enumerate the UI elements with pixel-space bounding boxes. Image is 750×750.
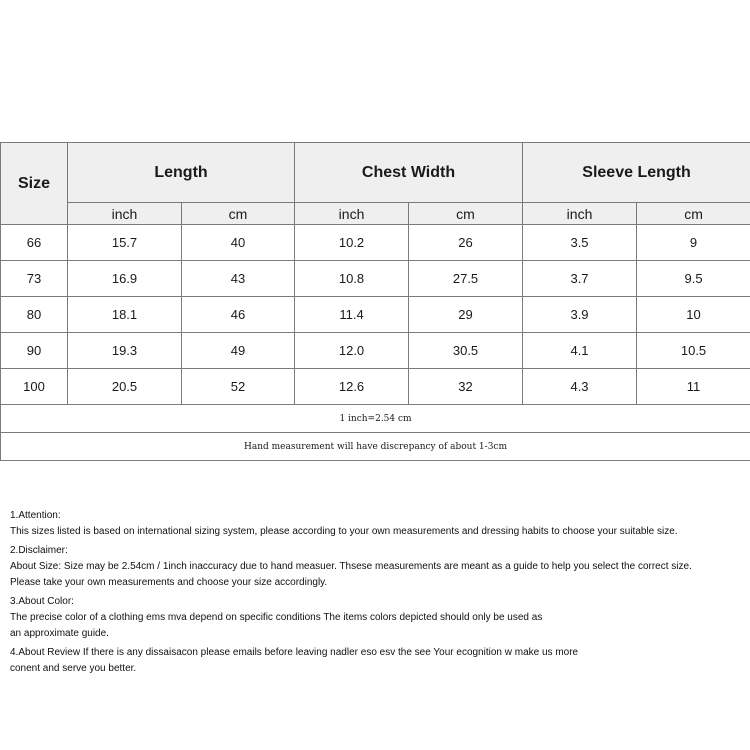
table-cell: 49 <box>182 333 295 369</box>
table-cell: 80 <box>1 297 68 333</box>
table-cell: 10.5 <box>637 333 750 369</box>
table-cell: 66 <box>1 225 68 261</box>
unit-cell: inch <box>523 203 637 225</box>
table-cell: 52 <box>182 369 295 405</box>
attention-note <box>10 508 745 540</box>
table-cell: 32 <box>409 369 523 405</box>
table-row <box>1 333 750 369</box>
table-cell: 100 <box>1 369 68 405</box>
table-cell: 16.9 <box>68 261 182 297</box>
unit-cell: cm <box>409 203 523 225</box>
header-sleeve-length: Sleeve Length <box>523 143 750 203</box>
table-cell: 9 <box>637 225 750 261</box>
table-row <box>1 369 750 405</box>
header-length: Length <box>68 143 295 203</box>
table-cell: 12.6 <box>295 369 409 405</box>
note-title: 3.About Color: <box>10 596 74 607</box>
unit-cell: cm <box>182 203 295 225</box>
header-row <box>1 143 750 203</box>
conversion-note: 1 inch=2.54 cm <box>1 405 750 433</box>
note-line: This sizes listed is based on international sizing system, please according to your own measurements and dressing habits to choose your suitable size. <box>10 526 678 537</box>
unit-cell: cm <box>637 203 750 225</box>
note-line: About Size: Size may be 2.54cm / 1inch inaccuracy due to hand measuer. Thsese measurements are meant as a guide to help you select the correct size. <box>10 561 692 572</box>
note-title: 2.Disclaimer: <box>10 545 68 556</box>
table-cell: 10 <box>637 297 750 333</box>
disclaimer-note <box>10 543 745 591</box>
table-cell: 3.9 <box>523 297 637 333</box>
table-cell: 90 <box>1 333 68 369</box>
table-cell: 9.5 <box>637 261 750 297</box>
note-line: an approximate guide. <box>10 628 109 639</box>
table-cell: 11.4 <box>295 297 409 333</box>
review-note <box>10 645 745 677</box>
discrepancy-note: Hand measurement will have discrepancy of about 1-3cm <box>1 433 750 461</box>
note-line: conent and serve you better. <box>10 663 137 674</box>
table-cell: 43 <box>182 261 295 297</box>
table-cell: 40 <box>182 225 295 261</box>
header-chest-width: Chest Width <box>295 143 523 203</box>
table-cell: 27.5 <box>409 261 523 297</box>
size-chart-table <box>0 142 750 461</box>
table-cell: 10.8 <box>295 261 409 297</box>
table-cell: 18.1 <box>68 297 182 333</box>
table-cell: 73 <box>1 261 68 297</box>
table-cell: 19.3 <box>68 333 182 369</box>
table-cell: 30.5 <box>409 333 523 369</box>
table-row <box>1 225 750 261</box>
table-cell: 29 <box>409 297 523 333</box>
table-cell: 15.7 <box>68 225 182 261</box>
table-row <box>1 297 750 333</box>
table-cell: 46 <box>182 297 295 333</box>
unit-row <box>1 203 750 225</box>
table-cell: 3.5 <box>523 225 637 261</box>
note-line: Please take your own measurements and choose your size accordingly. <box>10 577 328 588</box>
table-cell: 4.3 <box>523 369 637 405</box>
color-note <box>10 594 745 642</box>
unit-cell: inch <box>68 203 182 225</box>
table-row <box>1 261 750 297</box>
table-cell: 20.5 <box>68 369 182 405</box>
conversion-note-row <box>1 405 750 433</box>
size-notes <box>10 508 745 680</box>
table-cell: 11 <box>637 369 750 405</box>
note-line: 4.About Review If there is any dissaisacon please emails before leaving nadler eso esv the see Your ecognition w make us more <box>10 647 579 658</box>
note-title: 1.Attention: <box>10 510 61 521</box>
discrepancy-note-row <box>1 433 750 461</box>
table-cell: 3.7 <box>523 261 637 297</box>
header-size: Size <box>1 143 68 225</box>
table-cell: 4.1 <box>523 333 637 369</box>
note-line: The precise color of a clothing ems mva depend on specific conditions The items colors depicted should only be used as <box>10 612 543 623</box>
unit-cell: inch <box>295 203 409 225</box>
table-cell: 26 <box>409 225 523 261</box>
table-cell: 10.2 <box>295 225 409 261</box>
table-cell: 12.0 <box>295 333 409 369</box>
